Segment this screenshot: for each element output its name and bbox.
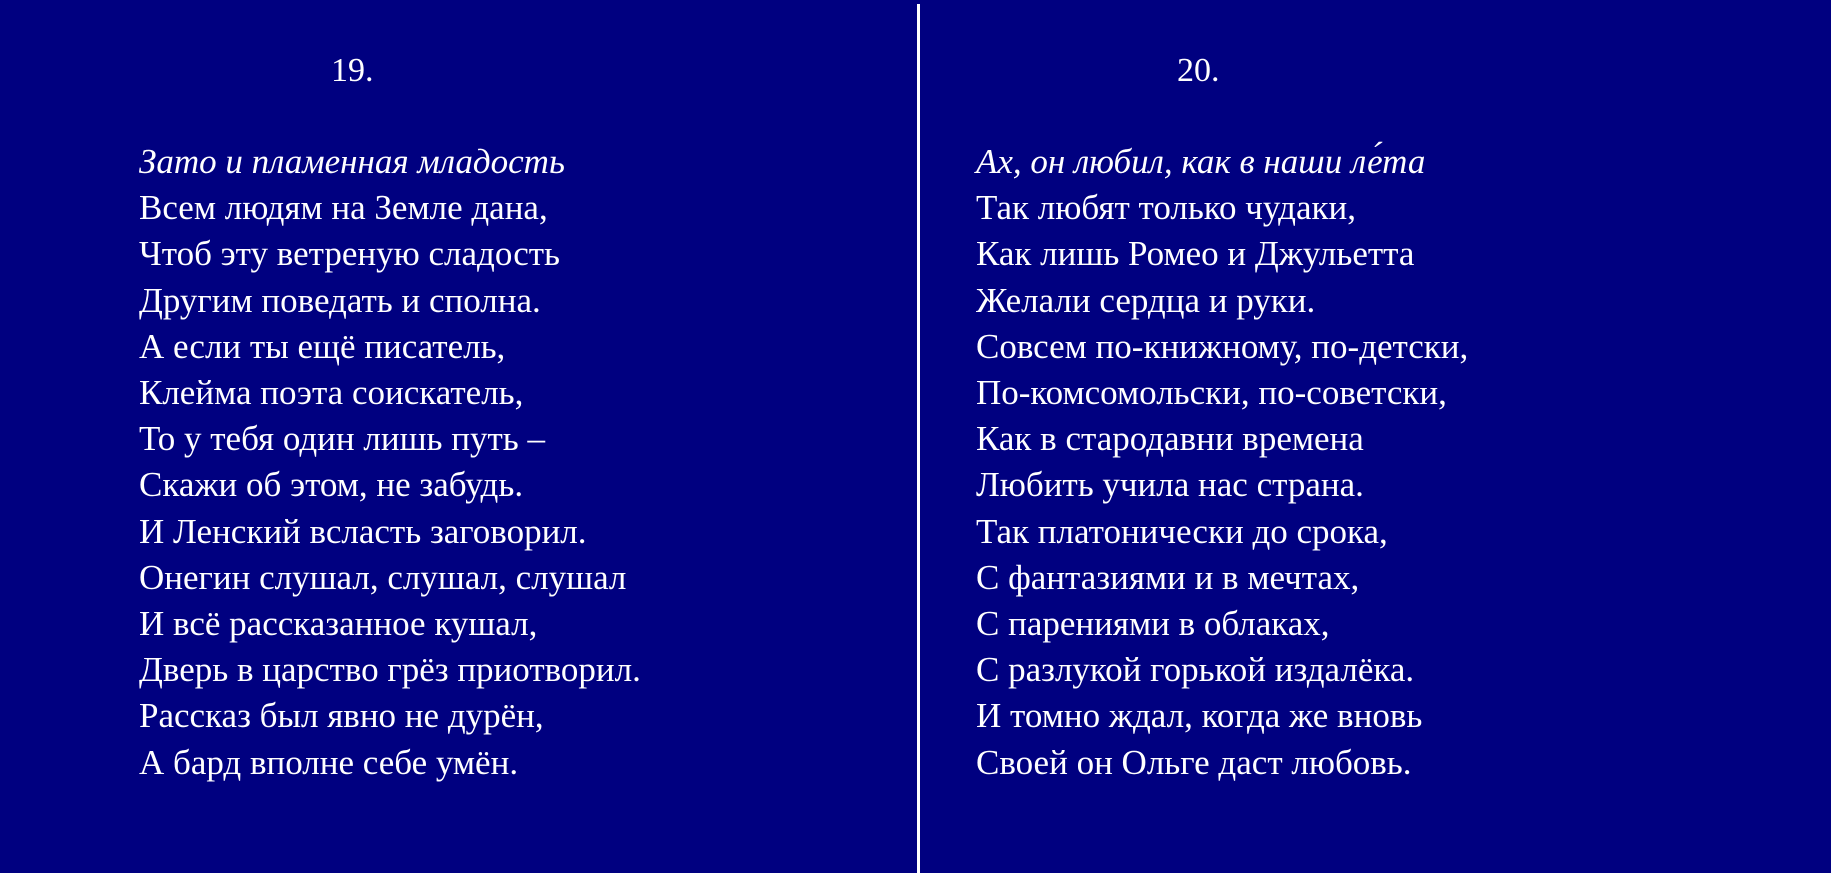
verse-line: И всё рассказанное кушал, bbox=[139, 604, 538, 644]
verse-line: С парениями в облаках, bbox=[976, 604, 1330, 644]
verse-line: Так платонически до срока, bbox=[976, 511, 1388, 551]
verse-line: И томно ждал, когда же вновь bbox=[976, 696, 1423, 736]
verse-line: Как в стародавни времена bbox=[976, 419, 1364, 459]
verse-line: Любить учила нас страна. bbox=[976, 465, 1364, 505]
verse-line: А бард вполне себе умён. bbox=[139, 742, 519, 782]
stanza-lines bbox=[976, 139, 1468, 786]
verse-line: Зато и пламенная младость bbox=[139, 142, 565, 181]
verse-line: Клейма поэта соискатель, bbox=[139, 373, 524, 413]
verse-line: Другим поведать и сполна. bbox=[139, 280, 541, 320]
verse-line: Дверь в царство грёз приотворил. bbox=[139, 650, 641, 690]
verse-line: Ах, он любил, как в наши ле́та bbox=[976, 142, 1426, 181]
column-divider bbox=[917, 4, 920, 873]
verse-line: То у тебя один лишь путь – bbox=[139, 419, 545, 459]
verse-line: Желали сердца и руки. bbox=[976, 280, 1316, 320]
verse-line: А если ты ещё писатель, bbox=[139, 326, 506, 366]
verse-line: И Ленский всласть заговорил. bbox=[139, 511, 587, 551]
verse-line: Скажи об этом, не забудь. bbox=[139, 465, 524, 505]
verse-line: Рассказ был явно не дурён, bbox=[139, 696, 544, 736]
verse-line: По-комсомольски, по-советски, bbox=[976, 373, 1447, 413]
verse-line: Как лишь Ромео и Джульетта bbox=[976, 234, 1415, 274]
verse-line: Всем людям на Земле дана, bbox=[139, 188, 548, 228]
stanza-lines bbox=[139, 139, 641, 786]
stanza-number: 19. bbox=[331, 52, 374, 89]
verse-line: Своей он Ольге даст любовь. bbox=[976, 742, 1412, 782]
verse-line: Чтоб эту ветреную сладость bbox=[139, 234, 560, 274]
verse-line: Онегин слушал, слушал, слушал bbox=[139, 557, 627, 597]
stanza-number: 20. bbox=[1177, 52, 1220, 89]
verse-line: С фантазиями и в мечтах, bbox=[976, 557, 1360, 597]
verse-line: Совсем по-книжному, по-детски, bbox=[976, 326, 1469, 366]
verse-line: С разлукой горькой издалёка. bbox=[976, 650, 1415, 690]
verse-line: Так любят только чудаки, bbox=[976, 188, 1356, 228]
